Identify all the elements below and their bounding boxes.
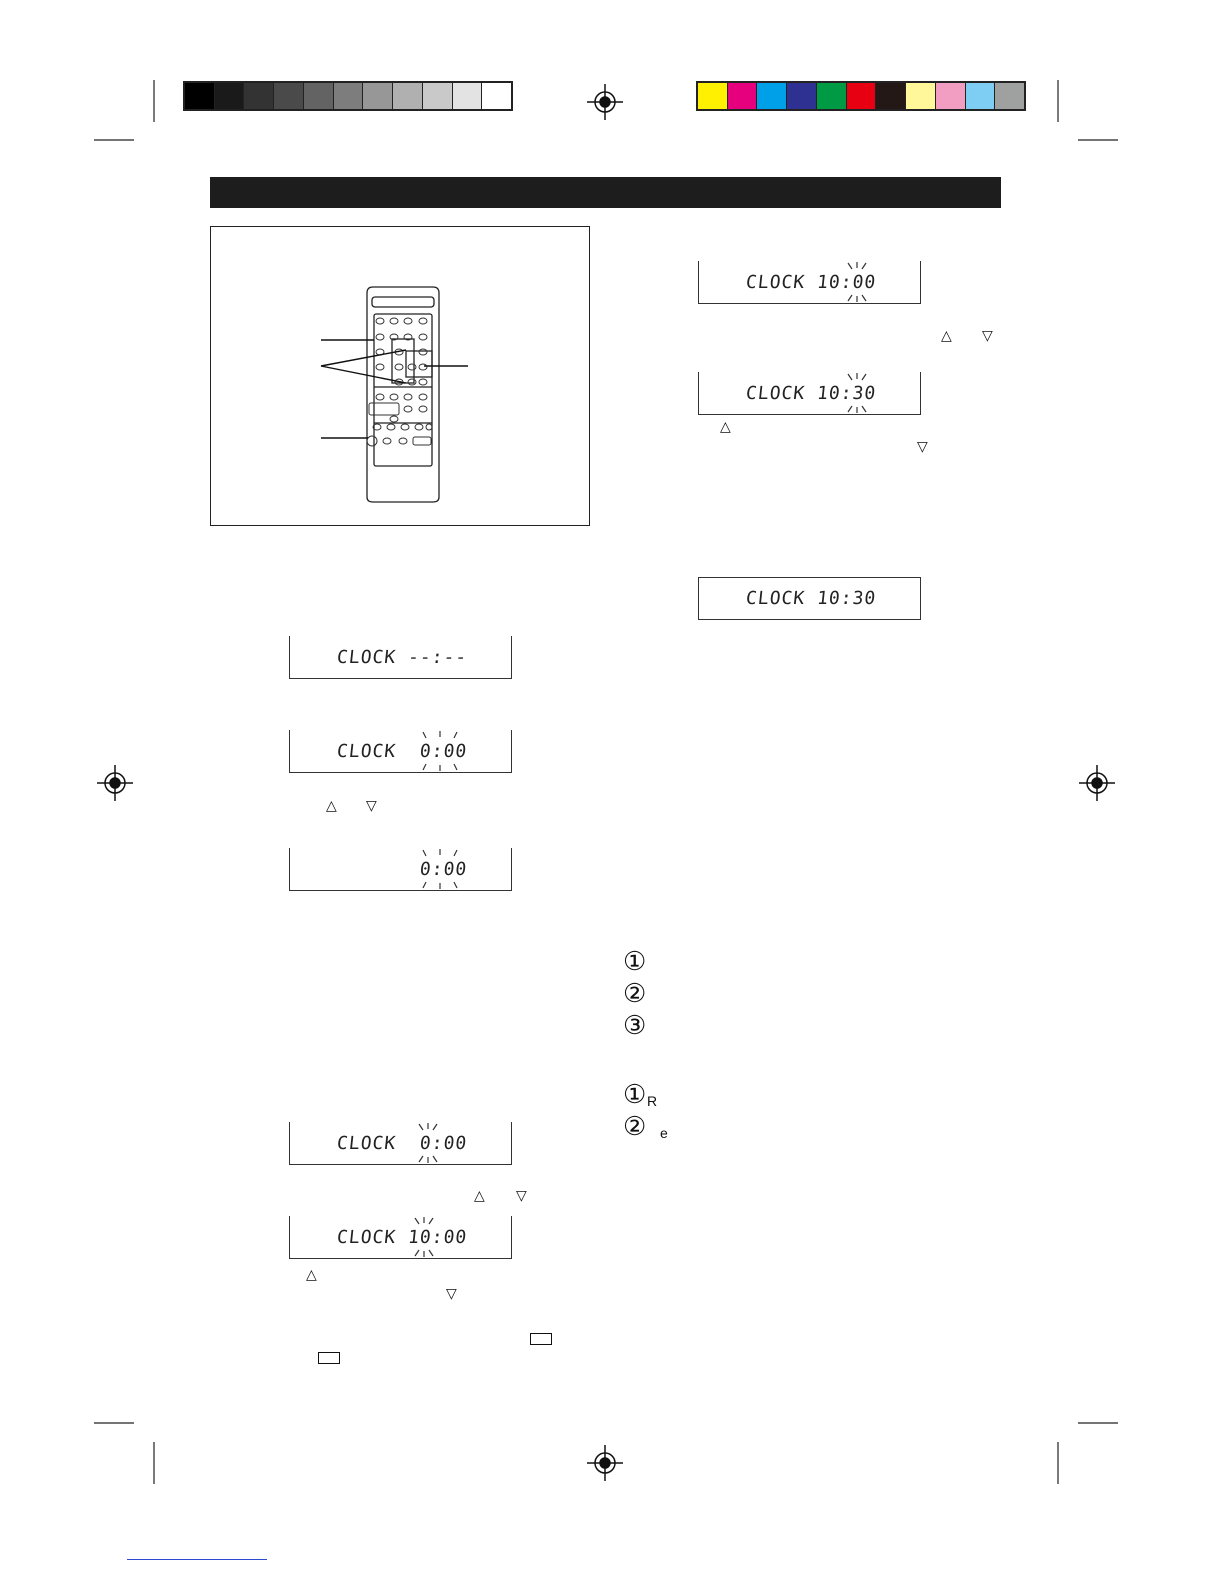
clock-display-text: CLOCK 10:30 <box>744 383 878 404</box>
clock-display-1 <box>289 636 512 679</box>
section-header-bar <box>210 177 1001 208</box>
clock-display-7 <box>698 372 921 415</box>
blink-marks-icon <box>844 372 874 415</box>
clock-display-text: CLOCK 10:00 <box>335 1227 469 1248</box>
clock-display-text: CLOCK 0:00 <box>335 741 469 762</box>
blink-marks-icon <box>844 261 874 304</box>
clock-display-text: 0:00 <box>335 859 469 880</box>
down-arrow-icon: ▽ <box>516 1188 527 1204</box>
remote-illustration-frame <box>210 226 590 526</box>
down-arrow-icon: ▽ <box>366 798 377 814</box>
clock-display-4 <box>289 1122 512 1165</box>
blink-marks-icon <box>411 1216 441 1259</box>
link-underline <box>127 1559 267 1560</box>
clock-display-5 <box>289 1216 512 1259</box>
registration-target-left <box>97 765 133 801</box>
text-fragment: R <box>647 1093 658 1109</box>
up-arrow-icon: △ <box>720 419 731 435</box>
up-arrow-icon: △ <box>474 1188 485 1204</box>
step-number-1: ① <box>623 947 647 976</box>
registration-target-right <box>1079 765 1115 801</box>
step-number-1b: ① <box>623 1080 647 1109</box>
step-number-2b: ② <box>623 1112 647 1141</box>
blink-marks-icon <box>415 730 465 773</box>
clock-display-text: CLOCK 0:00 <box>335 1133 469 1154</box>
step-number-3: ③ <box>623 1011 647 1040</box>
clock-display-text: CLOCK 10:30 <box>744 588 878 609</box>
clock-display-text: CLOCK 10:00 <box>744 272 878 293</box>
button-symbol-box <box>530 1333 552 1345</box>
clock-display-8 <box>698 577 921 620</box>
clock-display-2 <box>289 730 512 773</box>
registration-target-top <box>587 84 623 120</box>
up-arrow-icon: △ <box>941 328 952 344</box>
up-arrow-icon: △ <box>326 798 337 814</box>
down-arrow-icon: ▽ <box>982 328 993 344</box>
step-number-2: ② <box>623 979 647 1008</box>
clock-display-text: CLOCK --:-- <box>335 647 469 668</box>
registration-target-bottom <box>587 1445 623 1481</box>
down-arrow-icon: ▽ <box>446 1286 457 1302</box>
remote-control-icon <box>211 227 591 527</box>
blink-marks-icon <box>415 848 465 891</box>
clock-display-3 <box>289 848 512 891</box>
text-fragment: e <box>660 1125 668 1141</box>
button-symbol-box <box>318 1352 340 1364</box>
clock-display-6 <box>698 261 921 304</box>
blink-marks-icon <box>415 1122 445 1165</box>
up-arrow-icon: △ <box>306 1267 317 1283</box>
down-arrow-icon: ▽ <box>917 439 928 455</box>
